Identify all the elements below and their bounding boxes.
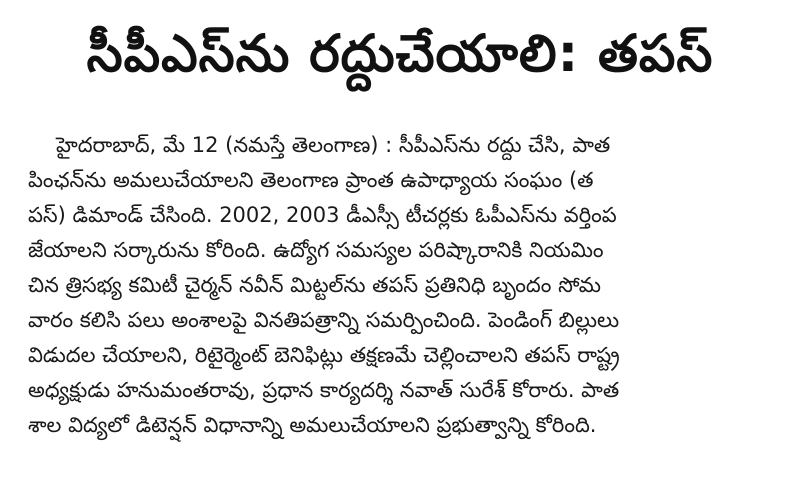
article-line: విడుదల చేయాలని, రిటైర్మెంట్ బెనిఫిట్లు తక్షణమే చెల్లించాలని తపస్ రాష్ట్ర <box>28 343 620 367</box>
headline: సీపీఎస్‌ను రద్దుచేయాలి: తపస్ <box>86 24 714 84</box>
article-body <box>28 128 776 443</box>
article-line: జేయాలని సర్కారును కోరింది. ఉద్యోగ సమస్యల పరిష్కారానికి నియమిం <box>28 238 604 262</box>
article-line: హైదరాబాద్, మే 12 (నమస్తే తెలంగాణ) : సీపీఎస్‌ను రద్దు చేసి, పాత <box>56 133 611 157</box>
article-line: పస్) డిమాండ్ చేసింది. 2002, 2003 డీఎస్సీ టీచర్లకు ఓపీఎస్‌ను వర్తింప <box>28 203 617 227</box>
article-line: చిన త్రిసభ్య కమిటీ చైర్మన్ నవీన్ మిట్టల్‌ను తపస్ ప్రతినిధి బృందం సోమ <box>28 273 602 297</box>
article-line: శాల విద్యలో డిటెన్షన్ విధానాన్ని అమలుచేయాలని ప్రభుత్వాన్ని కోరింది. <box>28 413 597 437</box>
article-line: అధ్యక్షుడు హనుమంతరావు, ప్రధాన కార్యదర్శి నవాత్ సురేశ్ కోరారు. పాత <box>28 378 620 402</box>
article-line: పింఛన్‌ను అమలుచేయాలని తెలంగాణ ప్రాంత ఉపాధ్యాయ సంఘం (త <box>28 168 594 192</box>
article-line: వారం కలిసి పలు అంశాలపై వినతిపత్రాన్ని సమర్పించింది. పెండింగ్ బిల్లులు <box>28 308 620 332</box>
